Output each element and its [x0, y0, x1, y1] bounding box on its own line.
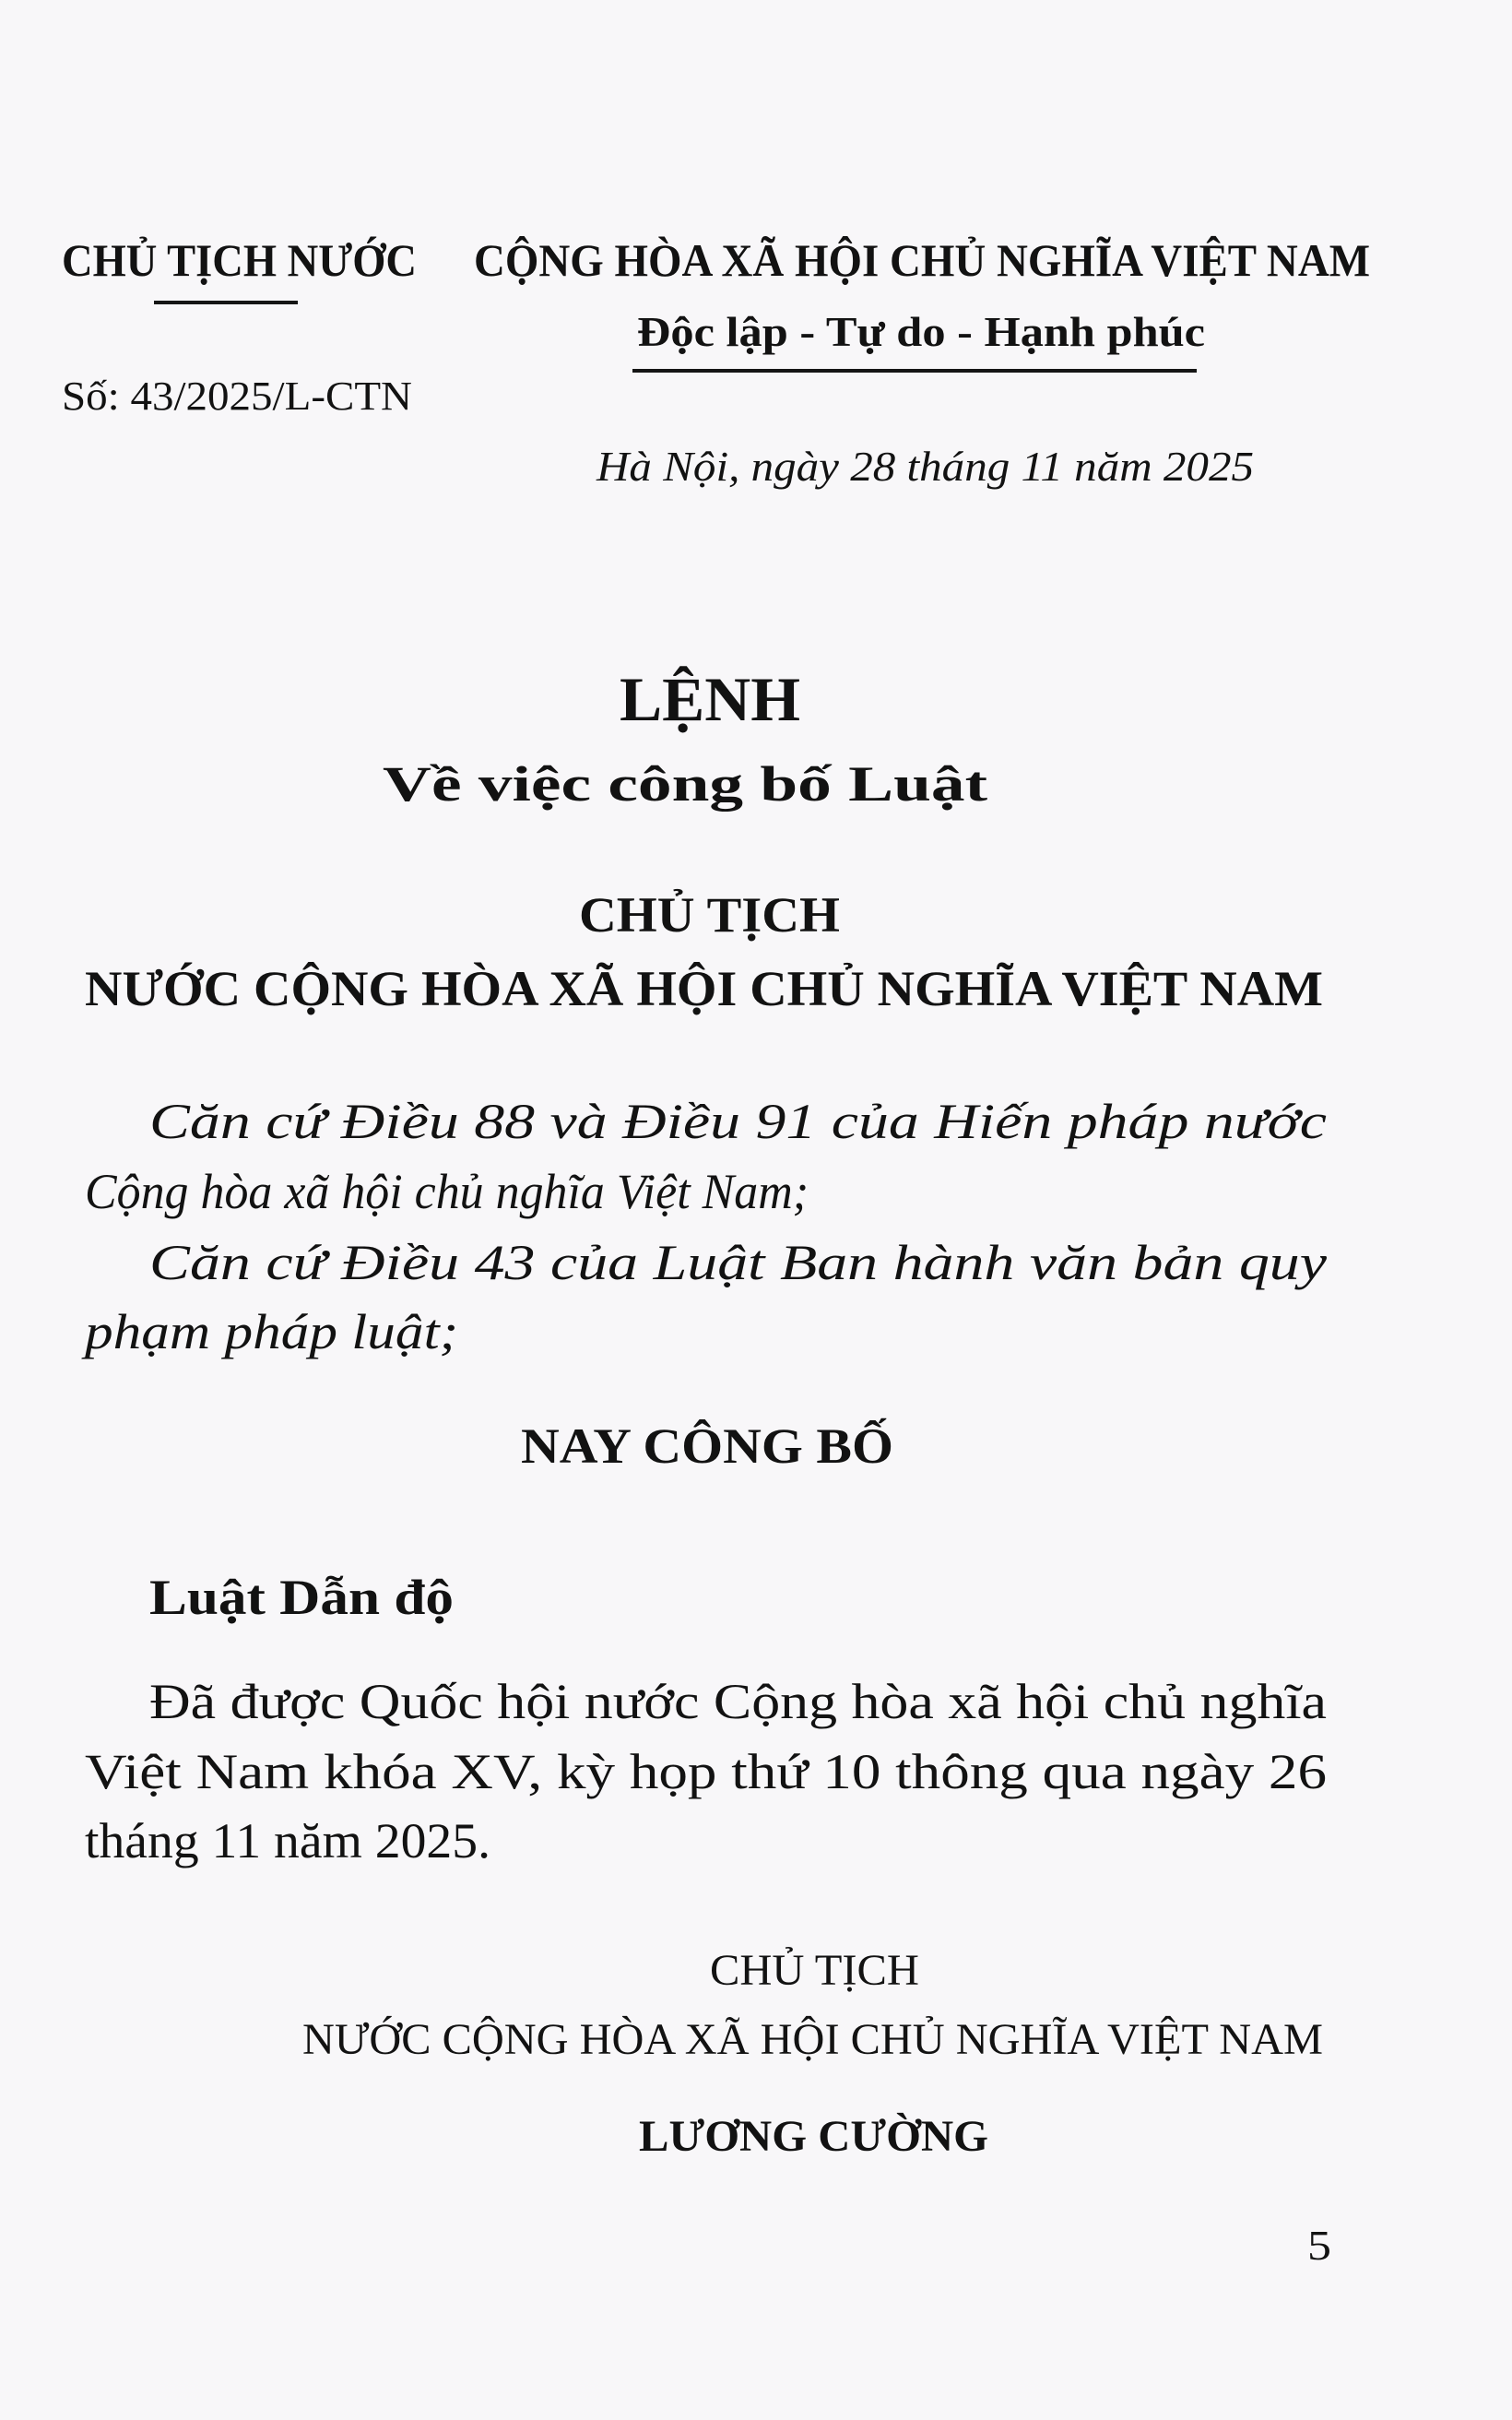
page-number: 5 — [1307, 2222, 1331, 2269]
authority-line-2: NƯỚC CỘNG HÒA XÃ HỘI CHỦ NGHĨA VIỆT NAM — [85, 961, 1323, 1016]
issuer-underline — [154, 301, 298, 304]
country-name: CỘNG HÒA XÃ HỘI CHỦ NGHĨA VIỆT NAM — [474, 234, 1370, 286]
authority-line-1: CHỦ TỊCH — [579, 887, 840, 943]
basis-p2-line1: Căn cứ Điều 43 của Luật Ban hành văn bản quy — [149, 1235, 1327, 1290]
basis-p1-line1: Căn cứ Điều 88 và Điều 91 của Hiến pháp nước — [149, 1094, 1327, 1149]
signer-title-1: CHỦ TỊCH — [710, 1946, 919, 1995]
proclamation-line-3: tháng 11 năm 2025. — [85, 1813, 490, 1868]
signer-name: LƯƠNG CƯỜNG — [639, 2112, 988, 2161]
basis-p1-line2: Cộng hòa xã hội chủ nghĩa Việt Nam; — [85, 1164, 809, 1219]
signer-title-2: NƯỚC CỘNG HÒA XÃ HỘI CHỦ NGHĨA VIỆT NAM — [302, 2015, 1323, 2064]
proclamation-line-1: Đã được Quốc hội nước Cộng hòa xã hội chủ nghĩa — [149, 1674, 1327, 1729]
law-name: Luật Dẫn độ — [149, 1570, 454, 1625]
issuer: CHỦ TỊCH NƯỚC — [62, 234, 417, 286]
motto: Độc lập - Tự do - Hạnh phúc — [637, 308, 1205, 355]
proclamation-heading: NAY CÔNG BỐ — [521, 1418, 893, 1474]
place-date: Hà Nội, ngày 28 tháng 11 năm 2025 — [597, 443, 1254, 490]
document-type: LỆNH — [620, 664, 800, 734]
document-number: Số: 43/2025/L-CTN — [62, 374, 412, 419]
basis-p2-line2: phạm pháp luật; — [85, 1304, 458, 1359]
document-subject: Về việc công bố Luật — [383, 756, 987, 812]
proclamation-line-2: Việt Nam khóa XV, kỳ họp thứ 10 thông qua ngày 26 — [85, 1744, 1327, 1799]
motto-underline — [632, 369, 1197, 373]
